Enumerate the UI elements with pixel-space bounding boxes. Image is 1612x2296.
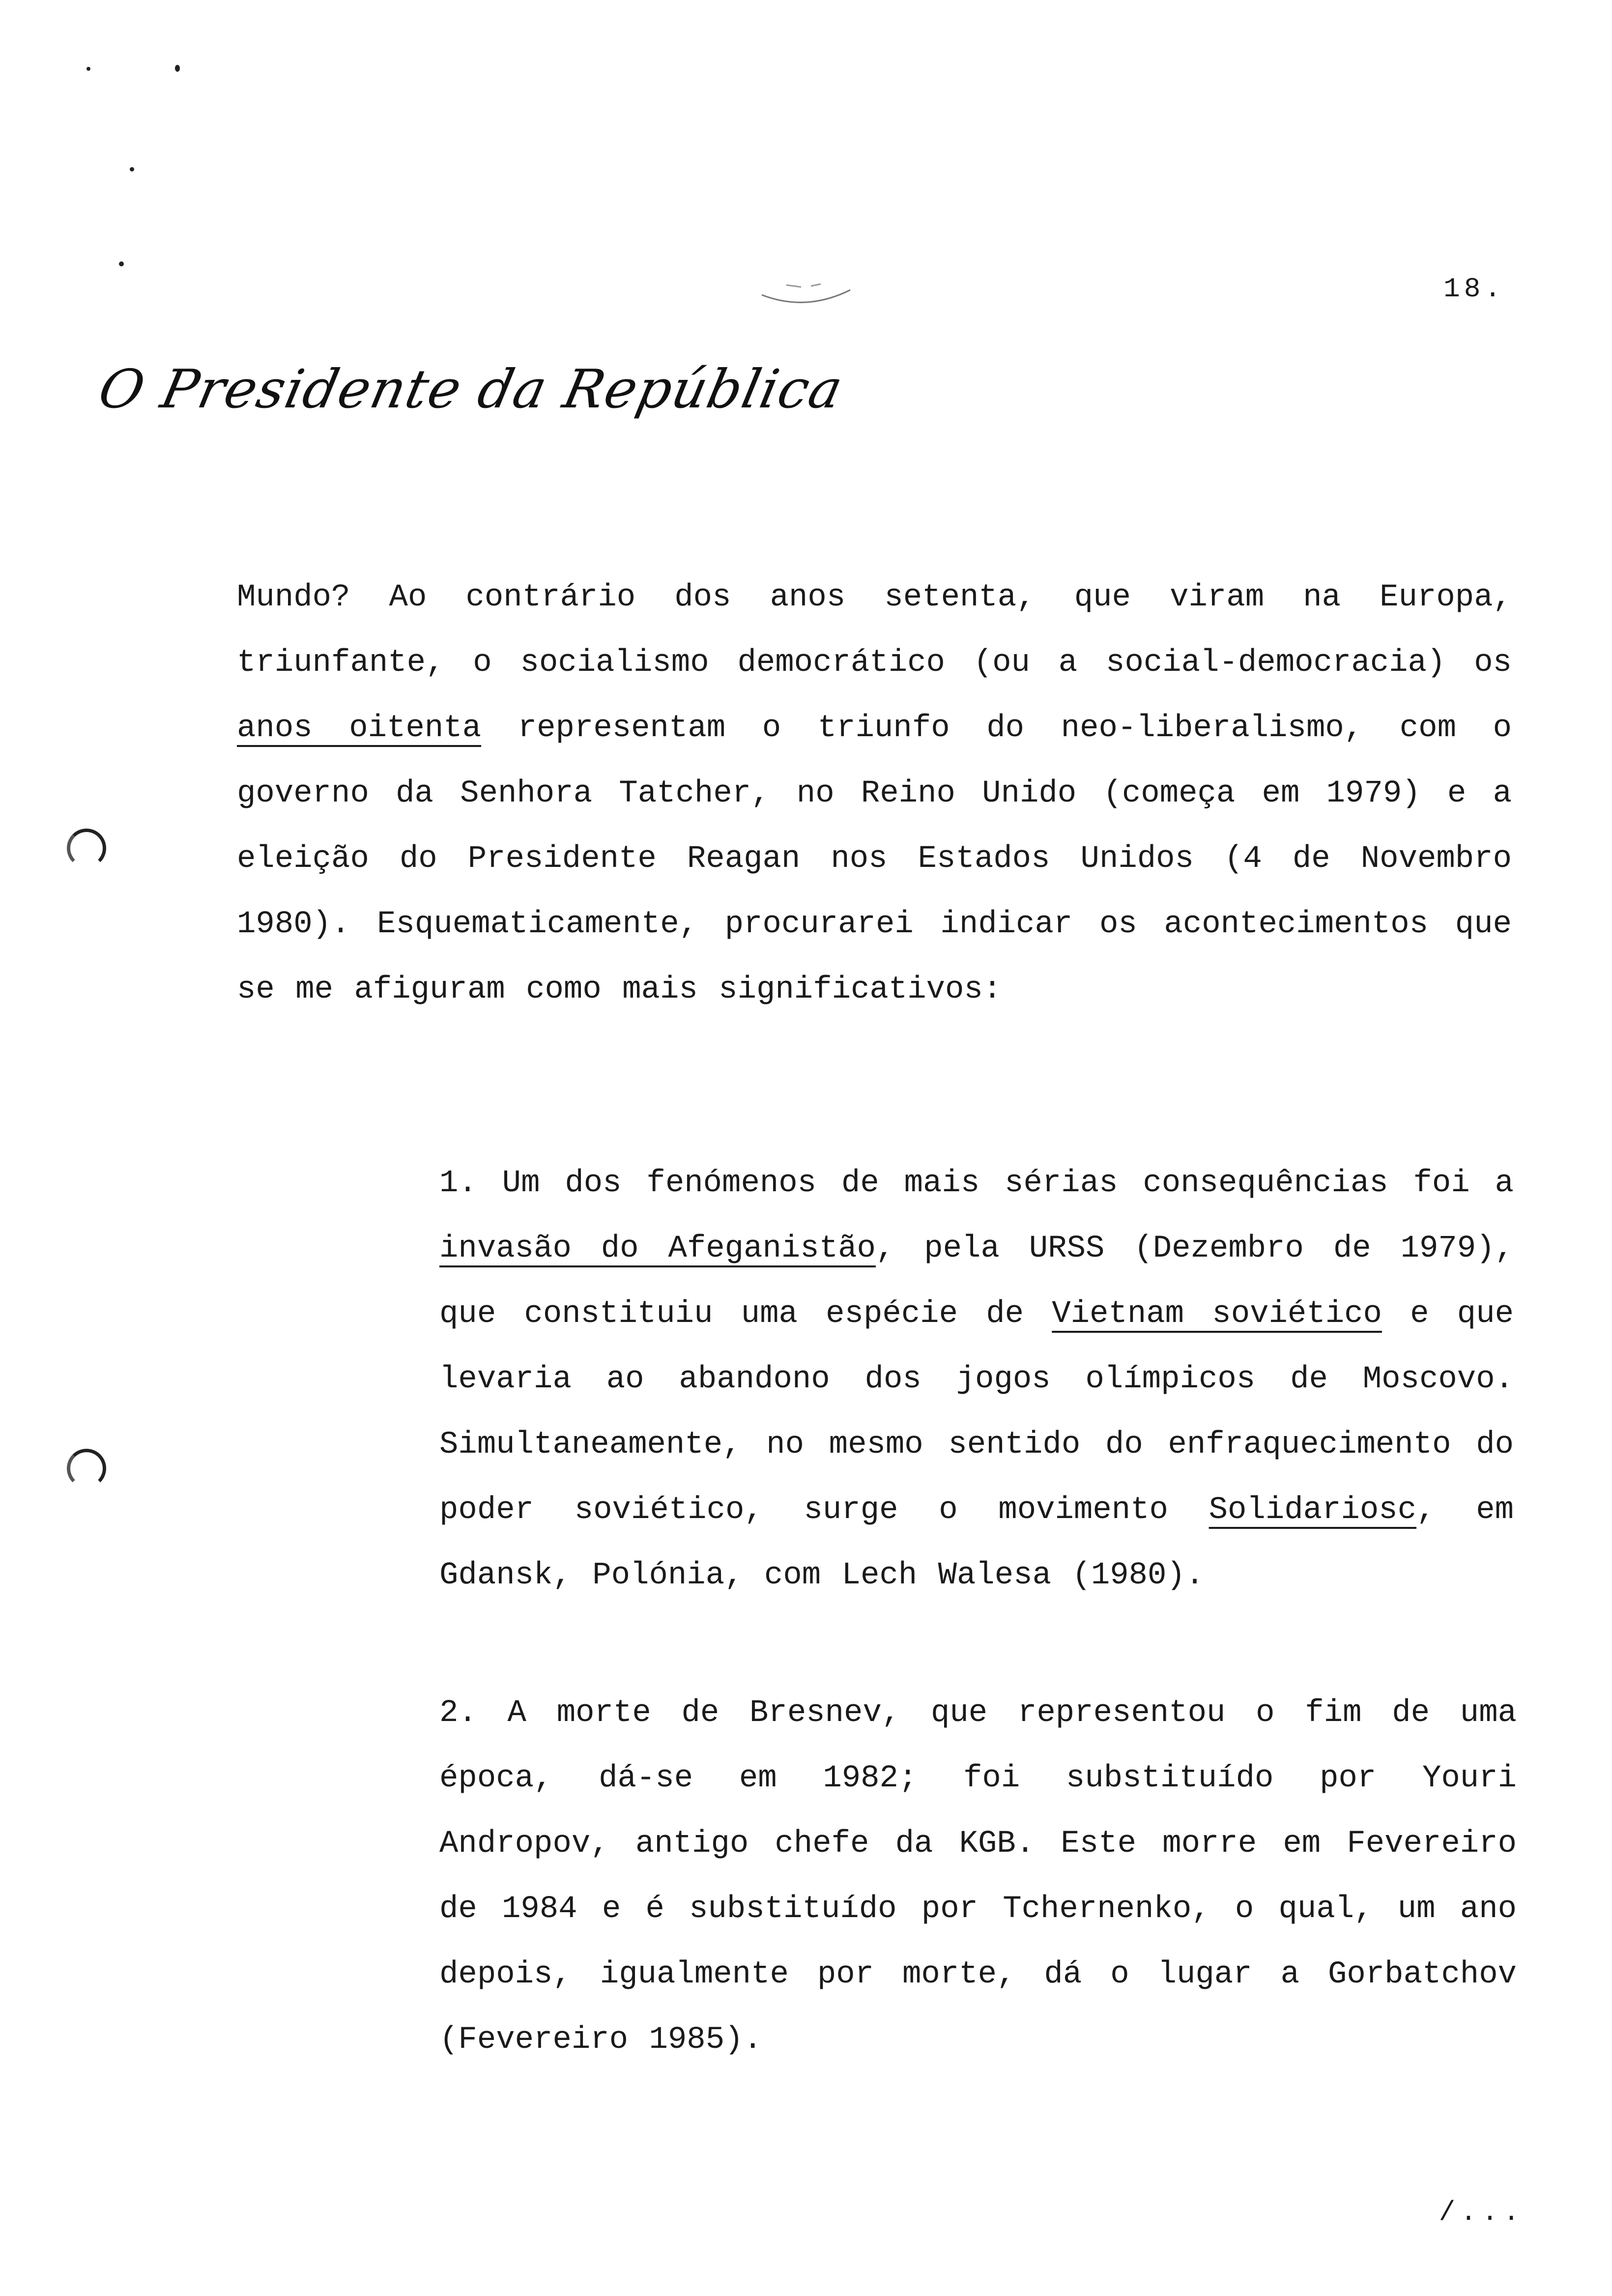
underlined-anos-oitenta: anos oitenta — [237, 711, 482, 746]
item1-text-3: e que levaria ao abandono dos jogos olímpicos de Moscovo. Simultaneamente, no mesmo sentido do enfraquecimento do poder soviético, surge o movimento — [439, 1296, 1514, 1528]
list-item-2: 2. A morte de Bresnev, que representou o fim de uma época, dá-se em 1982; foi substituído por Youri Andropov, antigo chefe da KGB. Este morre em Fevereiro de 1984 e é substituído por Tchernenko, o qual, um ano depois, igualmente por morte, dá o lugar a Gorbatchov (Fevereiro 1985). — [439, 1695, 1517, 2058]
scan-smudge — [757, 275, 855, 310]
underlined-solidariosc: Solidariosc — [1209, 1492, 1417, 1528]
scan-speck — [130, 167, 134, 172]
intro-text-1: Mundo? Ao contrário dos anos setenta, que viram na Europa, triunfante, o socialismo democrático (ou a social-democracia) os — [237, 580, 1512, 681]
continuation-mark: /... — [1439, 2197, 1525, 2228]
underlined-vietnam-sovietico: Vietnam soviético — [1052, 1296, 1382, 1332]
punch-hole-top — [67, 829, 106, 868]
item1-text-2: , pela URSS (Dezembro de 1979), que constituiu uma espécie de — [439, 1231, 1514, 1332]
list-item-1 — [439, 1151, 1514, 1608]
page-number: 18. — [1443, 273, 1505, 305]
item1-text-4: , em Gdansk, Polónia, com Lech Walesa (1980). — [439, 1492, 1514, 1593]
intro-text-2: representam o triunfo do neo-liberalismo, com o governo da Senhora Tatcher, no Reino Unido (começa em 1979) e a eleição do Presidente Reagan nos Estados Unidos (4 de Novembro 1980). Esquematicamente, procurarei indicar os acontecimentos que se me afiguram como mais significativos: — [237, 711, 1512, 1007]
scan-speck — [119, 261, 124, 266]
punch-hole-bottom — [67, 1449, 106, 1488]
scan-speck — [86, 67, 90, 71]
letterhead: O Presidente da República — [93, 359, 849, 420]
item1-text-1: 1. Um dos fenómenos de mais sérias consequências foi a — [439, 1166, 1514, 1201]
intro-paragraph — [237, 565, 1512, 1023]
scan-speck — [175, 65, 180, 72]
underlined-invasao-afeganistao: invasão do Afeganistão — [439, 1231, 876, 1266]
